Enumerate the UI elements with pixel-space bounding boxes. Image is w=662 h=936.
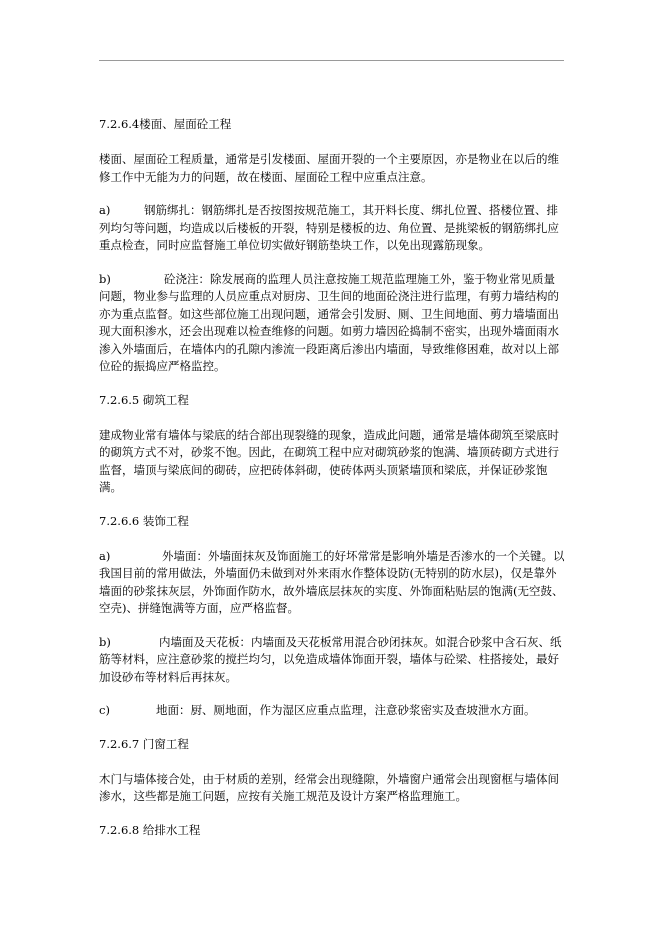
header-rule xyxy=(99,60,564,61)
section-heading-7-2-6-7: 7.2.6.7 门窗工程 xyxy=(99,736,189,751)
item-text: 外墙面：外墙面抹灰及饰面施工的好坏常常是影响外墙是否渗水的一个关键。以我国目前的常用做法，外墙面仍未做到对外来雨水作整体设防(无特别的防水层)，仅是靠外墙面的砂浆抹灰层，外饰面作防水，故外墙底层抹灰的实度、外饰面粘贴层的饱满(无空鼓、空壳)、拼缝饱满等方面，应严格监督。 xyxy=(99,548,565,615)
paragraph-floor-roof-concrete: 楼面、屋面砼工程质量，通常是引发楼面、屋面开裂的一个主要原因，亦是物业在以后的维修工作中无能为力的问题，故在楼面、屋面砼工程中应重点注意。 xyxy=(99,152,559,184)
item-label: b) xyxy=(99,634,111,649)
section-heading-7-2-6-4: 7.2.6.4楼面、屋面砼工程 xyxy=(99,117,232,131)
item-text: 内墙面及天花板：内墙面及天花板常用混合砂闭抹灰。如混合砂浆中含石灰、纸筋等材料，应注意砂浆的搅拦均匀，以免造成墙体饰面开裂，墙体与砼梁、柱搭接处，最好加设砂布等材料后再抹灰。 xyxy=(99,634,562,684)
item-label: c) xyxy=(99,703,110,717)
item-text: 钢筋绑扎：钢筋绑扎是否按图按规范施工，其开料长度、绑扎位置、搭楼位置、排列均匀等问题，均造成以后楼板的开裂，特别是楼板的边、角位置、是挑梁板的钢筋绑扎应重点检查，同时应监督施工单位切实做好钢筋垫块工作，以免出现露筋现象。 xyxy=(99,203,559,252)
list-item-exterior-wall xyxy=(99,548,565,618)
item-label: a) xyxy=(99,203,111,217)
list-item-rebar xyxy=(99,202,565,255)
document-body xyxy=(99,116,565,857)
list-item-interior-wall xyxy=(99,634,565,687)
item-label: a) xyxy=(99,548,111,563)
section-heading-7-2-6-8: 7.2.6.8 给排水工程 xyxy=(99,822,201,837)
list-item-floor xyxy=(99,702,565,720)
item-text: 地面：厨、厕地面，作为湿区应重点监理，注意砂浆密实及查坡泄水方面。 xyxy=(156,703,536,717)
section-heading-7-2-6-6: 7.2.6.6 装饰工程 xyxy=(99,513,189,528)
section-heading-7-2-6-5: 7.2.6.5 砌筑工程 xyxy=(99,392,189,407)
item-label: b) xyxy=(99,271,111,286)
list-item-concrete-pouring xyxy=(99,271,565,376)
item-text: 砼浇注：除发展商的监理人员注意按施工规范监理施工外，鉴于物业常见质量问题，物业参与监理的人员应重点对厨房、卫生间的地面砼浇注进行监理，有剪力墙结构的亦为重点监督。如这些部位施工出现问题，通常会引发厨、厕、卫生间地面、剪力墙墙面出现大面积渗水，还会出现难以检查维修的问题。如剪力墙因砼捣制不密实，出现外墙面雨水渗入外墙面后，在墙体内的孔隙内渗流一段距离后渗出内墙面，导致维修困难，故对以上部位砼的振捣应严格监控。 xyxy=(99,271,559,373)
paragraph-doors-windows: 木门与墙体接合处，由于材质的差别，经常会出现缝隙，外墙窗户通常会出现窗框与墙体间渗水，这些都是施工问题，应按有关施工规范及设计方案严格监理施工。 xyxy=(99,771,559,803)
paragraph-masonry: 建成物业常有墙体与梁底的结合部出现裂缝的现象，造成此问题，通常是墙体砌筑至梁底时的砌筑方式不对，砂浆不饱。因此，在砌筑工程中应对砌筑砂浆的饱满、墙顶砖砌方式进行监督，墙顶与梁底间的砌砖，应把砖体斜砌，使砖体两头顶紧墙顶和梁底，并保证砂浆饱满。 xyxy=(99,427,559,494)
